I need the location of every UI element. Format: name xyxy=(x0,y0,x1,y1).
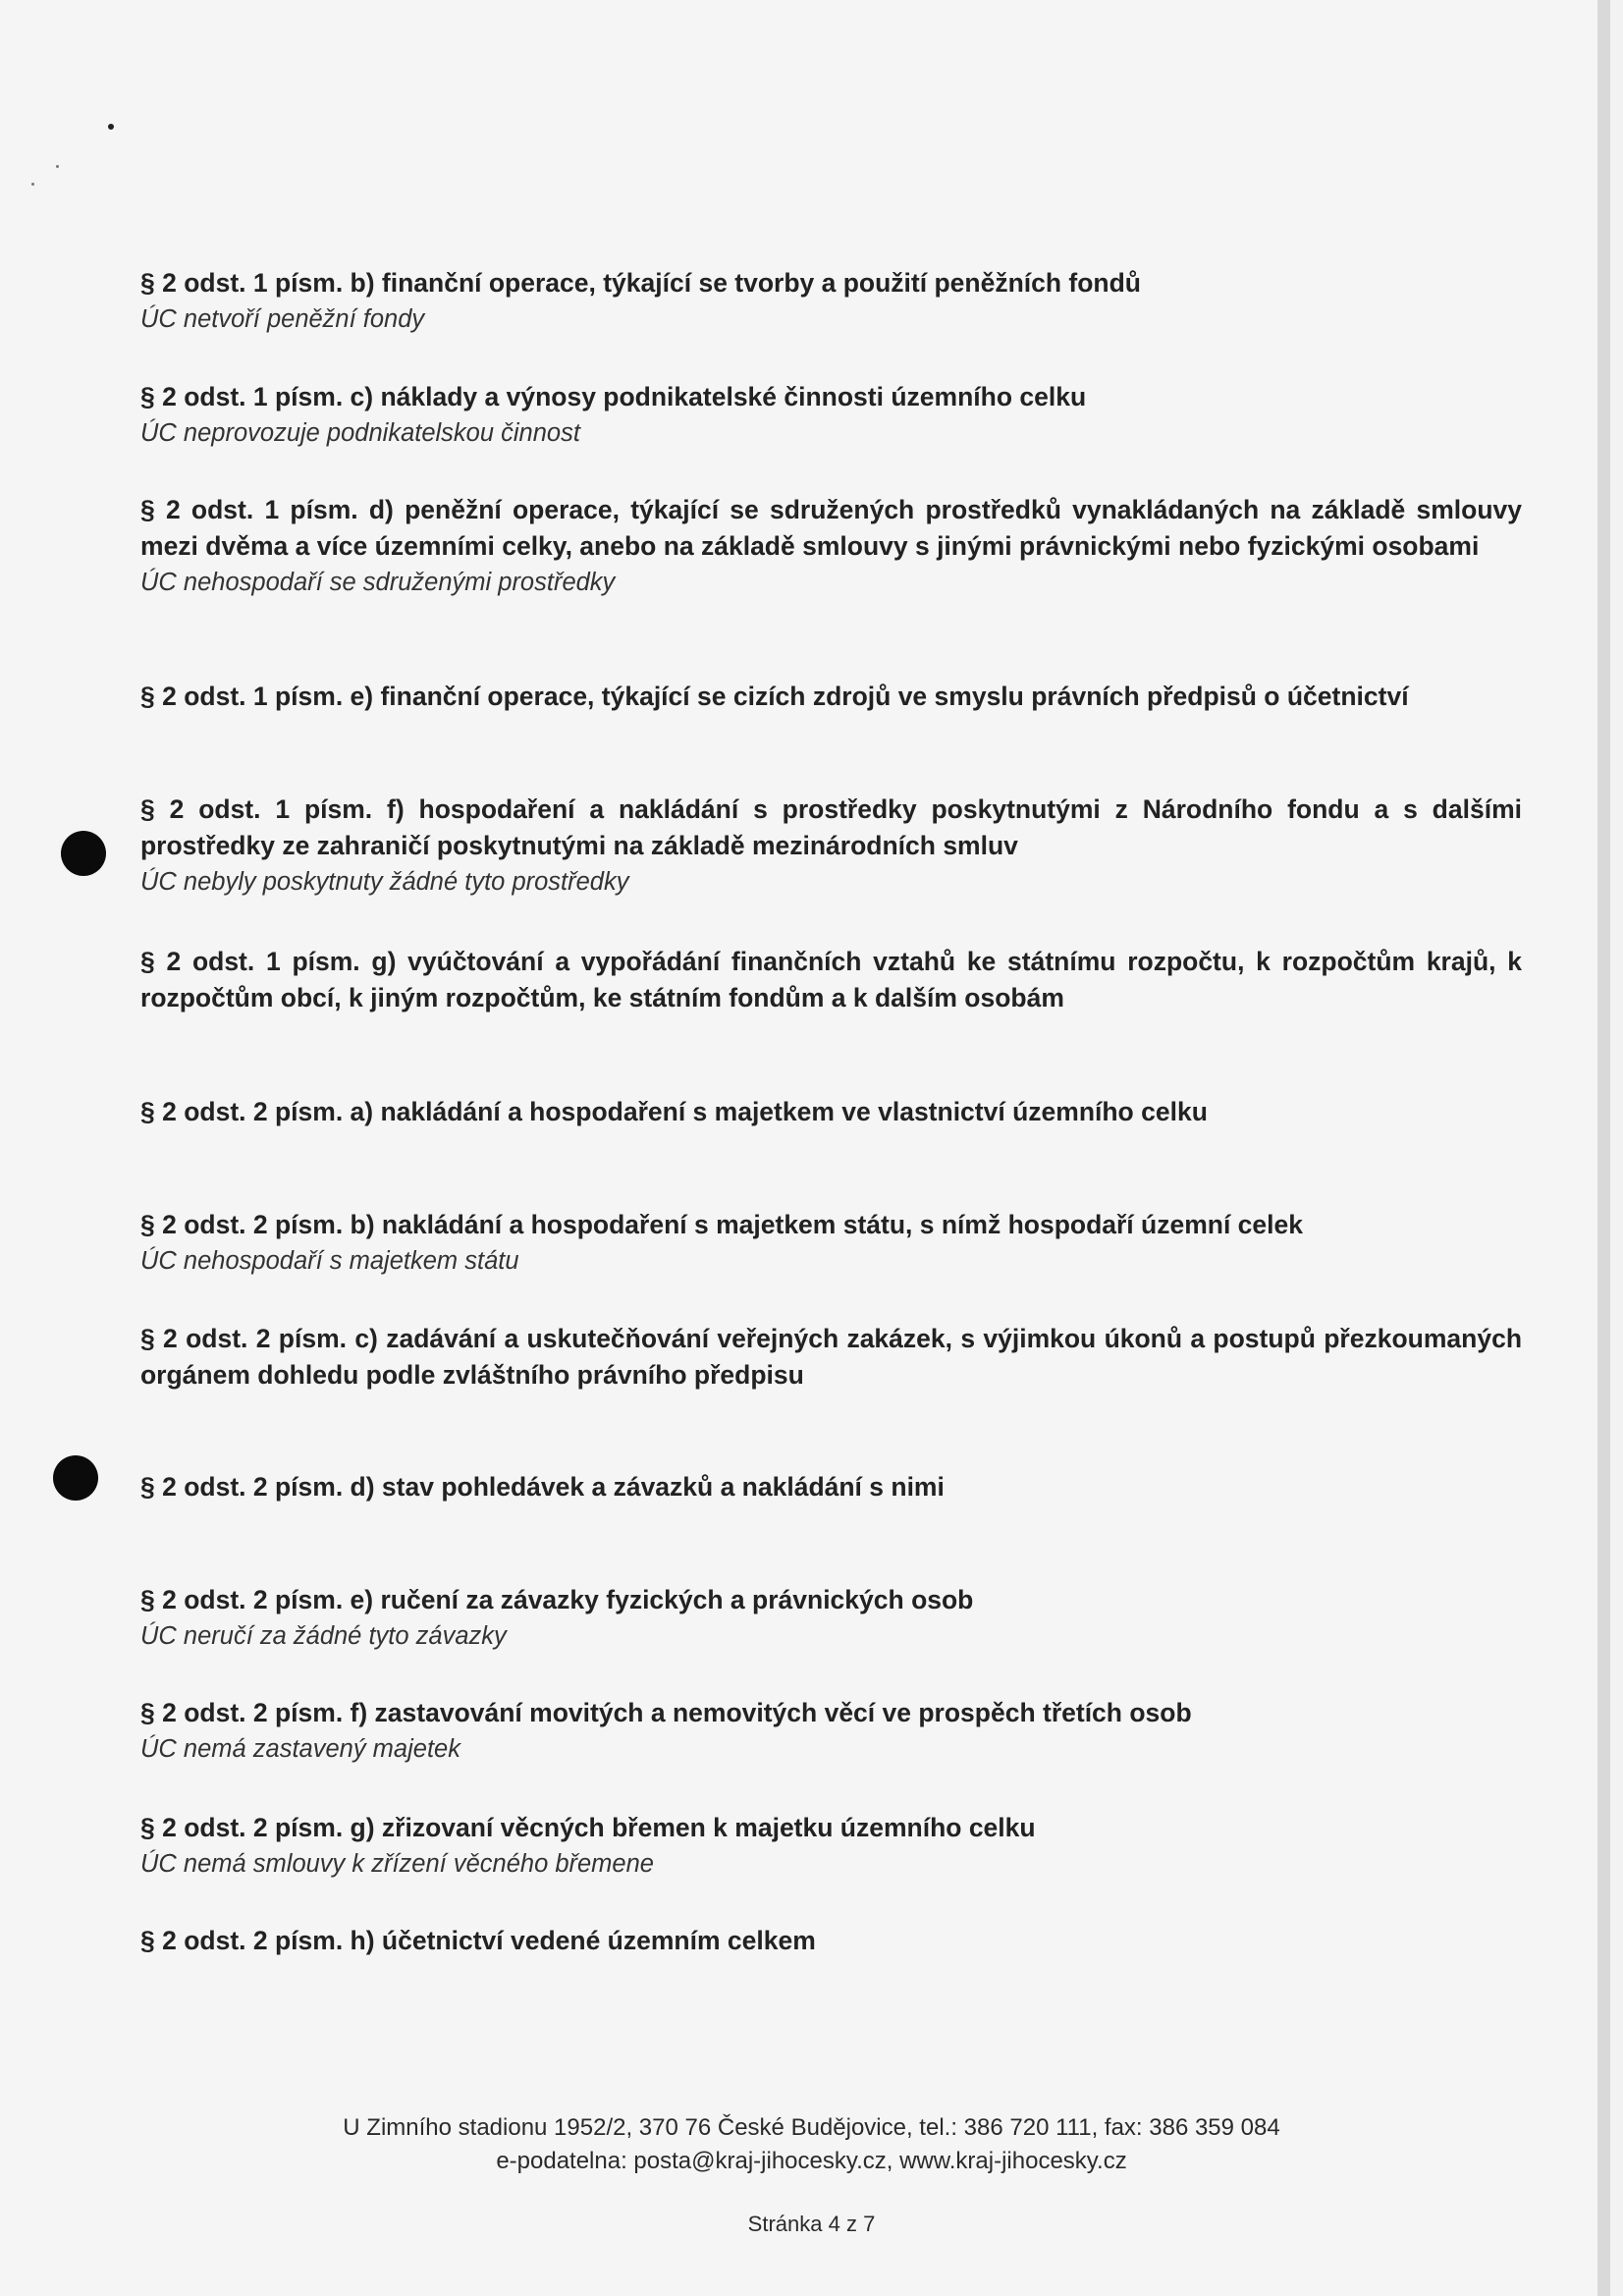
section-note: ÚC neručí za žádné tyto závazky xyxy=(140,1622,507,1650)
section-heading: § 2 odst. 2 písm. d) stav pohledávek a závazků a nakládání s nimi xyxy=(140,1472,945,1502)
section-note: ÚC nehospodaří s majetkem státu xyxy=(140,1247,519,1275)
section-note: ÚC nemá smlouvy k zřízení věcného břemene xyxy=(140,1850,654,1878)
scan-speck xyxy=(56,165,59,168)
section-2-2-c xyxy=(140,1321,1522,1394)
section-note: ÚC nemá zastavený majetek xyxy=(140,1735,460,1763)
section-2-1-c xyxy=(140,379,1522,452)
section-2-2-d xyxy=(140,1469,1522,1505)
section-heading: § 2 odst. 2 písm. f) zastavování movitých a nemovitých věcí ve prospěch třetích osob xyxy=(140,1698,1192,1727)
section-2-1-e xyxy=(140,679,1522,715)
section-2-2-g xyxy=(140,1810,1522,1883)
section-heading: § 2 odst. 2 písm. c) zadávání a uskutečňování veřejných zakázek, s výjimkou úkonů a postupů přezkoumaných orgánem dohledu podle zvláštního právního předpisu xyxy=(140,1324,1522,1390)
scan-speck xyxy=(31,183,34,186)
section-2-2-a xyxy=(140,1094,1522,1130)
section-2-2-e xyxy=(140,1582,1522,1655)
page-number: Stránka 4 z 7 xyxy=(747,2212,876,2236)
section-2-1-g xyxy=(140,944,1522,1016)
section-heading: § 2 odst. 1 písm. c) náklady a výnosy podnikatelské činnosti územního celku xyxy=(140,382,1087,411)
footer-address: U Zimního stadionu 1952/2, 370 76 České Budějovice, tel.: 386 720 111, fax: 386 359 084 xyxy=(343,2114,1280,2141)
footer-contact: e-podatelna: posta@kraj-jihocesky.cz, www.kraj-jihocesky.cz xyxy=(496,2148,1127,2174)
section-heading: § 2 odst. 1 písm. f) hospodaření a nakládání s prostředky poskytnutými z Národního fondu a s dalšími prostředky ze zahraničí poskytnutými na základě mezinárodních smluv xyxy=(140,794,1522,860)
section-heading: § 2 odst. 2 písm. a) nakládání a hospodaření s majetkem ve vlastnictví územního celku xyxy=(140,1097,1208,1126)
punch-hole-upper xyxy=(61,831,106,876)
section-2-2-b xyxy=(140,1207,1522,1280)
section-2-2-h xyxy=(140,1923,1522,1959)
section-2-1-f xyxy=(140,792,1522,901)
scan-speck xyxy=(108,124,114,130)
section-note: ÚC neprovozuje podnikatelskou činnost xyxy=(140,419,580,447)
section-heading: § 2 odst. 1 písm. e) finanční operace, týkající se cizích zdrojů ve smyslu právních předpisů o účetnictví xyxy=(140,682,1409,711)
section-2-1-b xyxy=(140,265,1522,338)
section-heading: § 2 odst. 2 písm. g) zřizovaní věcných břemen k majetku územního celku xyxy=(140,1813,1036,1842)
section-heading: § 2 odst. 1 písm. g) vyúčtování a vypořádání finančních vztahů ke státnímu rozpočtu, k rozpočtům krajů, k rozpočtům obcí, k jiným rozpočtům, ke státním fondům a k dalším osobám xyxy=(140,947,1522,1012)
section-2-1-d xyxy=(140,492,1522,601)
section-note: ÚC nehospodaří se sdruženými prostředky xyxy=(140,569,616,596)
page-edge-shadow xyxy=(1597,0,1610,2296)
section-note: ÚC netvoří peněžní fondy xyxy=(140,305,425,333)
section-heading: § 2 odst. 2 písm. h) účetnictví vedené územním celkem xyxy=(140,1926,816,1955)
section-note: ÚC nebyly poskytnuty žádné tyto prostředky xyxy=(140,868,629,896)
section-heading: § 2 odst. 2 písm. e) ručení za závazky fyzických a právnických osob xyxy=(140,1585,974,1614)
section-heading: § 2 odst. 2 písm. b) nakládání a hospodaření s majetkem státu, s nímž hospodaří územní celek xyxy=(140,1210,1303,1239)
section-heading: § 2 odst. 1 písm. b) finanční operace, týkající se tvorby a použití peněžních fondů xyxy=(140,268,1141,298)
section-2-2-f xyxy=(140,1695,1522,1768)
punch-hole-lower xyxy=(53,1455,98,1501)
section-heading: § 2 odst. 1 písm. d) peněžní operace, týkající se sdružených prostředků vynakládaných na základě smlouvy mezi dvěma a více územními celky, anebo na základě smlouvy s jinými právnickými nebo fyzickými osobami xyxy=(140,495,1522,561)
